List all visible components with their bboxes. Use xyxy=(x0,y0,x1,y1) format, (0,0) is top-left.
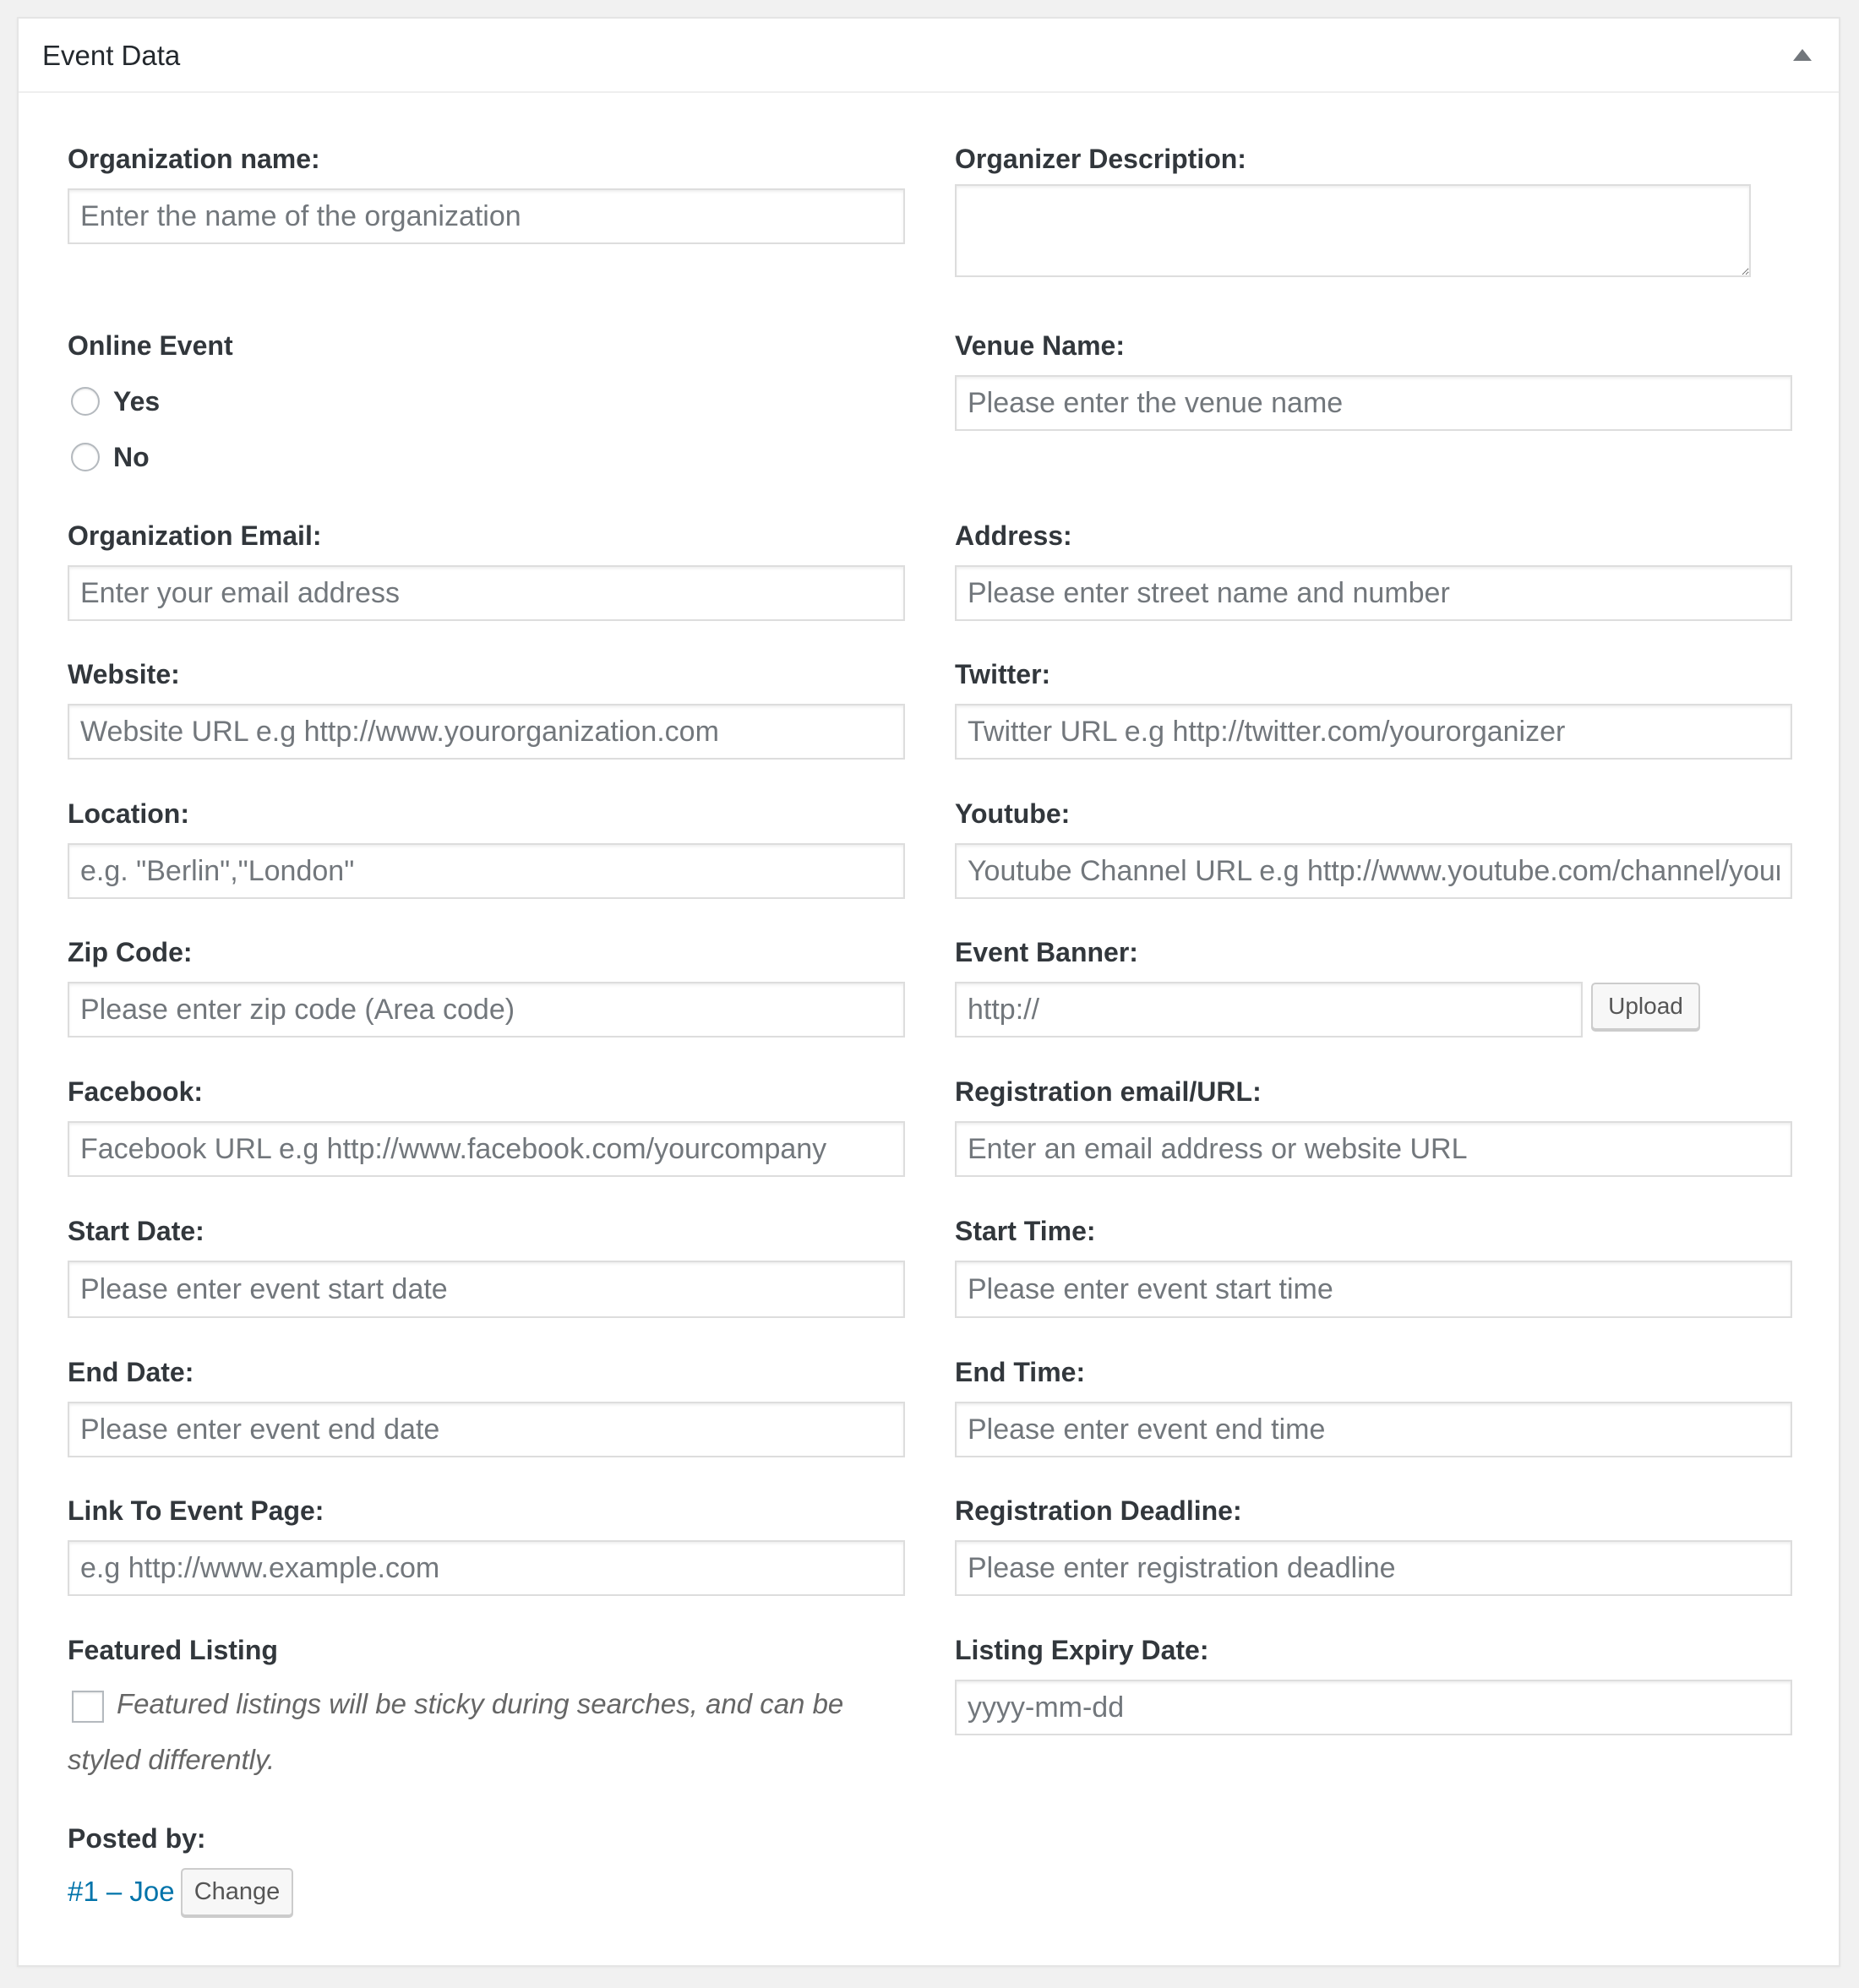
organizer-description-label: Organizer Description: xyxy=(955,144,1246,174)
featured-listing-description: Featured listings will be sticky during searches, and can be styled differently. xyxy=(68,1688,844,1775)
radio-yes-label: Yes xyxy=(113,385,161,417)
location-label: Location: xyxy=(68,798,189,829)
twitter-label: Twitter: xyxy=(955,659,1051,689)
facebook-input[interactable] xyxy=(68,1121,905,1177)
zip-code-input[interactable] xyxy=(68,982,905,1038)
author-link[interactable]: #1 – Joe xyxy=(68,1876,175,1907)
organization-email-input[interactable] xyxy=(68,565,905,621)
registration-input[interactable] xyxy=(955,1121,1792,1177)
posted-by-label: Posted by: xyxy=(68,1823,206,1854)
youtube-label: Youtube: xyxy=(955,798,1071,829)
website-input[interactable] xyxy=(68,704,905,760)
address-label: Address: xyxy=(955,520,1072,551)
panel-header[interactable] xyxy=(19,19,1839,93)
online-event-label: Online Event xyxy=(68,330,233,361)
facebook-label: Facebook: xyxy=(68,1076,204,1107)
organization-email-label: Organization Email: xyxy=(68,520,322,551)
listing-expiry-input[interactable] xyxy=(955,1680,1792,1735)
end-date-input[interactable] xyxy=(68,1402,905,1457)
event-link-label: Link To Event Page: xyxy=(68,1495,324,1526)
start-time-input[interactable] xyxy=(955,1261,1792,1318)
youtube-input[interactable] xyxy=(955,843,1792,899)
start-time-label: Start Time: xyxy=(955,1216,1096,1246)
website-label: Website: xyxy=(68,659,180,689)
venue-name-input[interactable] xyxy=(955,375,1792,431)
end-time-label: End Time: xyxy=(955,1357,1086,1387)
start-date-input[interactable] xyxy=(68,1261,905,1318)
upload-button[interactable]: Upload xyxy=(1591,983,1700,1030)
organization-name-input[interactable] xyxy=(68,188,905,244)
organizer-description-textarea[interactable] xyxy=(955,184,1751,277)
end-date-label: End Date: xyxy=(68,1357,194,1387)
change-author-button[interactable]: Change xyxy=(181,1868,293,1916)
zip-code-label: Zip Code: xyxy=(68,937,193,967)
radio-no-label: No xyxy=(113,441,150,472)
location-input[interactable] xyxy=(68,843,905,899)
registration-deadline-label: Registration Deadline: xyxy=(955,1495,1242,1526)
venue-name-label: Venue Name: xyxy=(955,330,1125,361)
start-date-label: Start Date: xyxy=(68,1216,204,1246)
event-banner-input[interactable] xyxy=(955,982,1583,1038)
end-time-input[interactable] xyxy=(955,1402,1792,1457)
radio-no[interactable] xyxy=(71,443,100,471)
address-input[interactable] xyxy=(955,565,1792,621)
online-event-no-option[interactable] xyxy=(71,438,150,476)
panel-title: Event Data xyxy=(42,40,181,71)
event-banner-label: Event Banner: xyxy=(955,937,1138,967)
online-event-yes-option[interactable] xyxy=(71,383,160,420)
organization-name-label: Organization name: xyxy=(68,144,320,174)
registration-deadline-input[interactable] xyxy=(955,1540,1792,1596)
collapse-arrow-icon[interactable] xyxy=(1793,49,1812,61)
listing-expiry-label: Listing Expiry Date: xyxy=(955,1635,1209,1665)
featured-listing-label: Featured Listing xyxy=(68,1635,278,1665)
event-link-input[interactable] xyxy=(68,1540,905,1596)
twitter-input[interactable] xyxy=(955,704,1792,760)
radio-yes[interactable] xyxy=(71,387,100,416)
registration-label: Registration email/URL: xyxy=(955,1076,1262,1107)
